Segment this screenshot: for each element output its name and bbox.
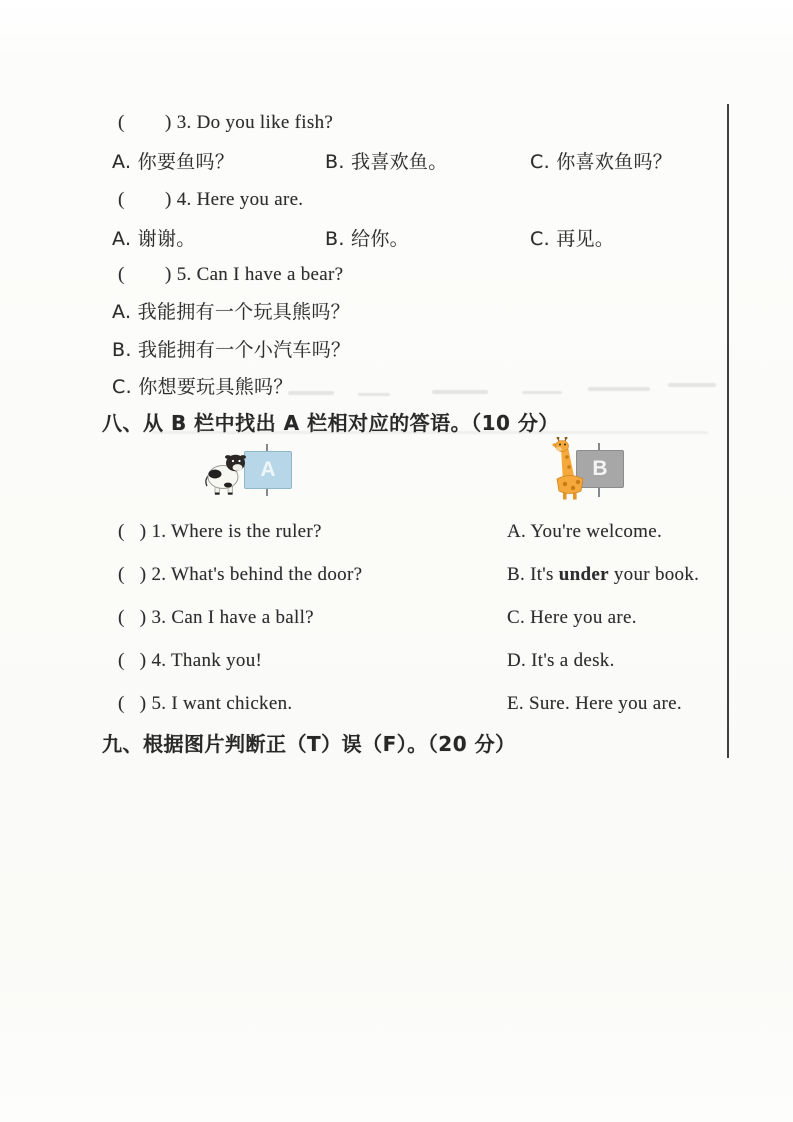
scan-smudge	[588, 387, 650, 391]
option-5c: C. 你想要玩具熊吗？	[112, 376, 293, 398]
match-question-4: ( ) 4. Thank you!	[118, 650, 263, 671]
question-line-5: ( ) 5. Can I have a bear?	[118, 264, 344, 285]
question-line-3: ( ) 3. Do you like fish?	[118, 112, 334, 133]
scan-smudge	[358, 393, 390, 396]
match-answer-d: D. It's a desk.	[507, 650, 615, 671]
match-answer-e: E. Sure. Here you are.	[507, 693, 682, 714]
answer-b-pre: B. It's	[507, 564, 559, 585]
match-answer-a: A. You're welcome.	[507, 521, 662, 542]
option-3b: B. 我喜欢鱼。	[325, 151, 448, 173]
option-3c: C. 你喜欢鱼吗？	[530, 151, 673, 173]
answer-b-emphasis: under	[558, 564, 609, 585]
match-question-1: ( ) 1. Where is the ruler?	[118, 521, 322, 542]
section-eight-heading: 八、从 B 栏中找出 A 栏相对应的答语。（10 分）	[102, 411, 559, 435]
scan-smudge	[668, 383, 716, 387]
option-3a: A. 你要鱼吗？	[112, 151, 235, 173]
sign-a-letter: A	[260, 458, 276, 481]
match-question-3: ( ) 3. Can I have a ball?	[118, 607, 314, 628]
match-question-5: ( ) 5. I want chicken.	[118, 693, 293, 714]
match-question-2: ( ) 2. What's behind the door?	[118, 564, 363, 585]
match-answer-c: C. Here you are.	[507, 607, 637, 628]
option-5b: B. 我能拥有一个小汽车吗？	[112, 339, 351, 361]
option-4b: B. 给你。	[325, 228, 409, 250]
match-answer-b	[507, 562, 699, 588]
scan-smudge	[288, 391, 334, 395]
giraffe-icon	[548, 437, 594, 501]
question-line-4: ( ) 4. Here you are.	[118, 189, 304, 210]
sign-b-letter: B	[592, 457, 608, 480]
option-5a: A. 我能拥有一个玩具熊吗？	[112, 301, 350, 323]
scan-smudge	[432, 390, 488, 394]
option-4c: C. 再见。	[530, 228, 615, 250]
scan-smudge	[522, 391, 562, 394]
cow-icon	[200, 447, 252, 497]
answer-b-post: your book.	[608, 564, 700, 585]
scan-edge-line	[727, 104, 729, 758]
option-4a: A. 谢谢。	[112, 228, 196, 250]
section-nine-heading: 九、根据图片判断正（T）误（F）。（20 分）	[102, 732, 516, 756]
